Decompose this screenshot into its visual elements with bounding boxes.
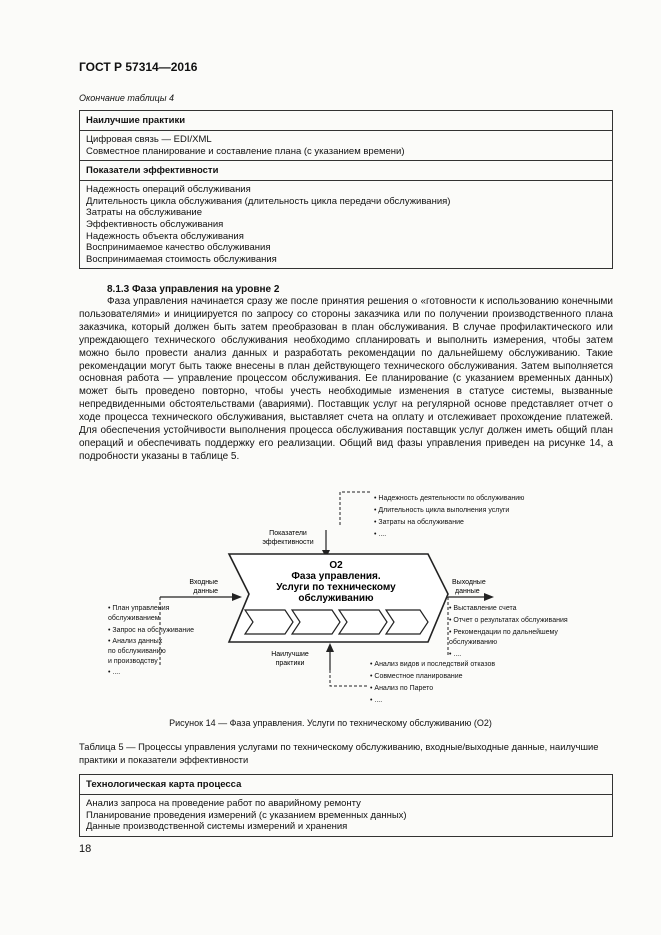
figure-14 <box>0 486 661 711</box>
list-item: Совместное планирование и составление плана (с указанием времени) <box>86 145 405 157</box>
list-item: Цифровая связь — EDI/XML <box>86 134 212 145</box>
output-item: • .... <box>449 651 462 658</box>
list-item: Надежность операций обслуживания <box>86 184 251 196</box>
input-item: • Анализ данных <box>108 638 163 645</box>
process-code: O2 <box>329 560 343 571</box>
kpi-header: Показатели эффективности <box>80 161 612 181</box>
kpi-bracket <box>340 492 370 526</box>
practices-bracket <box>330 670 368 686</box>
list-item: Надежность объекта обслуживания <box>86 230 244 242</box>
practice-item: • Анализ видов и последствий отказов <box>370 661 496 668</box>
kpi-label: эффективности <box>262 539 314 546</box>
list-item: Затраты на обслуживание <box>86 207 202 219</box>
process-title: Услуги по техническому <box>276 582 396 593</box>
section-heading: 8.1.3 Фаза управления на уровне 2 <box>107 284 280 295</box>
list-item: Воспринимаемая стоимость обслуживания <box>86 253 277 265</box>
output-item: • Выставление счета <box>449 605 517 612</box>
input-item: по обслуживанию <box>108 648 166 655</box>
outputs-list <box>449 605 568 658</box>
practice-item: • Анализ по Парето <box>370 685 434 692</box>
input-item: • .... <box>108 669 121 676</box>
output-item: • Отчет о результатах обслуживания <box>449 617 568 624</box>
kpi-label: Показатели <box>269 530 307 537</box>
page-number: 18 <box>79 843 92 855</box>
input-item: и производству <box>108 658 158 665</box>
outputs-arrowhead <box>484 593 494 601</box>
kpi-item: • .... <box>374 531 387 538</box>
outputs-label: данные <box>455 588 480 595</box>
kpi-item: • Затраты на обслуживание <box>374 519 464 526</box>
practice-item: • Совместное планирование <box>370 673 463 680</box>
section-paragraph: Фаза управления начинается сразу же после принятия решения о «готовности к использованию конечными пользователями» и инициируется по запросу со стороны заказчика или по получении производственного плана заказчика, который должен быть затем преобразован в план обслуживания. В случае профилактического или упреждающего технического обслуживания необходимо спланировать и выполнить измерения, чтобы затем можно было провести анализ данных и разработать рекомендации по дальнейшему обслуживанию. Такие рекомендации могут быть также внесены в план действующего технического обслуживания. Затем выполняется основная работа — управление процессом обслуживания. Ее планирование (с указанием временных данных) может быть проведено повторно, чтобы учесть необходимые изменения в статусе системы, вызванные непредвиденными обстоятельствами (авариями). Поставщик услуг на регулярной основе представляет отчет о ходе процесса технического обслуживания, выставляет счета на оплату и отслеживает прохождение платежей. Для обеспечения устойчивости выполнения процесса обслуживания поставщик услуг должен иметь общий план операций и обеспечивать поддержку его реализации. Общий вид фазы управления приведен на рисунке 14, а подробности указаны в таблице 5. <box>79 296 613 462</box>
list-item: Анализ запроса на проведение работ по аварийному ремонту <box>86 798 361 809</box>
table4 <box>79 110 613 269</box>
kpi-list <box>374 494 524 538</box>
inputs-label: данные <box>193 588 218 595</box>
process-title: Фаза управления. <box>291 571 381 582</box>
inputs-list <box>108 605 194 676</box>
list-item: Воспринимаемое качество обслуживания <box>86 242 271 254</box>
input-item: • Запрос на обслуживание <box>108 627 195 634</box>
kpi-item: • Длительность цикла выполнения услуги <box>374 507 510 514</box>
list-item: Длительность цикла обслуживания (длительность цикла передачи обслуживания) <box>86 195 451 207</box>
inputs-arrowhead <box>232 593 242 601</box>
practices-label: практики <box>275 660 305 667</box>
practices-arrowhead <box>326 643 334 652</box>
output-item: • Рекомендации по дальнейшему <box>449 629 558 636</box>
outputs-label: Выходные <box>452 579 486 586</box>
output-item: обслуживанию <box>449 639 498 646</box>
list-item: Эффективность обслуживания <box>86 218 224 230</box>
figure-caption: Рисунок 14 — Фаза управления. Услуги по техническому обслуживанию (O2) <box>169 718 492 728</box>
process-title: обслуживанию <box>298 593 374 604</box>
practice-item: • .... <box>370 697 383 704</box>
kpi-item: • Надежность деятельности по обслуживанию <box>374 495 525 502</box>
practices-label: Наилучшие <box>271 651 309 658</box>
table4-caption: Окончание таблицы 4 <box>79 93 174 103</box>
list-item: Данные производственной системы измерений и хранения <box>86 821 348 833</box>
kpi-cell <box>80 181 612 268</box>
process-map-header: Технологическая карта процесса <box>80 775 612 795</box>
input-item: обслуживанием <box>108 615 160 622</box>
table5 <box>79 774 613 837</box>
inputs-label: Входные <box>189 579 218 586</box>
best-practices-cell <box>80 131 612 161</box>
list-item: Планирование проведения измерений (с указанием временных данных) <box>86 809 407 821</box>
process-map-cell <box>80 795 612 836</box>
practices-list <box>370 660 495 704</box>
document-header: ГОСТ Р 57314—2016 <box>79 60 198 74</box>
best-practices-header: Наилучшие практики <box>80 111 612 131</box>
input-item: • План управления <box>108 605 170 612</box>
table5-caption: Таблица 5 — Процессы управления услугами по техническому обслуживанию, входные/выходные данные, наилучшие практики и показатели эффективности <box>79 741 599 765</box>
